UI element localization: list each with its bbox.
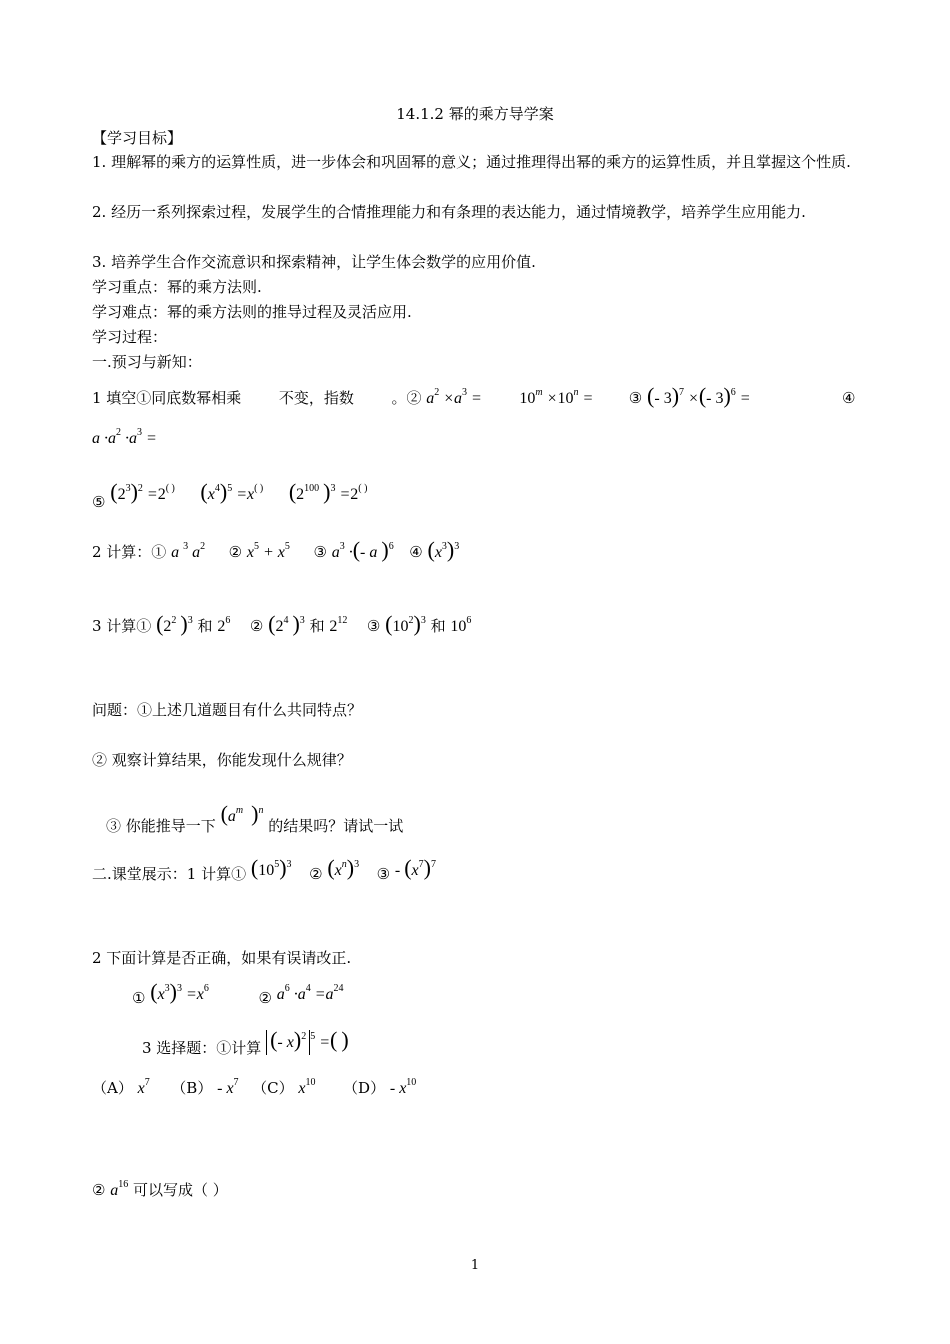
difficulty: 学习难点：幂的乘方法则的推导过程及灵活应用. (92, 303, 412, 321)
question-3-suffix: 的结果吗？请试一试 (268, 817, 404, 835)
formula-a6-a4-eq-a24: $a^6 \cdot a^4 =a^{24}$ (276, 983, 344, 1003)
formula-2-2-cubed: ($2^2$ )$^3$ (156, 611, 193, 636)
formula-2-3-squared: $(2^3)^2 =2^{( )}$ (110, 479, 175, 504)
option-a-value: $x^7$ (137, 1077, 150, 1097)
judge-heading: 2 下面计算是否正确，如果有误请改正. (92, 949, 352, 967)
question-1-powers-row (92, 479, 368, 511)
circle-3: ③ (628, 389, 643, 407)
section-2-prefix: 二.课堂展示：1 计算① (92, 865, 247, 883)
process-label: 学习过程： (92, 328, 168, 346)
formula-neg3-powers: (- 3)$^7$ ×(- 3)$^6$ = (647, 383, 751, 408)
question-common-feature: 问题：①上述几道题目有什么共同特点？ (92, 701, 363, 719)
question-2 (92, 537, 460, 565)
formula-am-n: ($a^m$ )$^n$ (220, 801, 264, 826)
circle-5: ⑤ (92, 493, 106, 511)
and-2: 和 (309, 617, 325, 635)
goal-2: 2. 经历一系列探索过程，发展学生的合情推理能力和有条理的表达能力，通过情境教学，培养学生应用能力. (92, 203, 806, 221)
circle-2e: ② (258, 989, 272, 1007)
question-3 (92, 611, 472, 639)
and-3: 和 (430, 617, 446, 635)
page-number: 1 (470, 1258, 480, 1273)
formula-10m-times-10n: $10^m \times 10^n$ = (519, 387, 594, 407)
q3-prefix: 3 计算① (92, 617, 152, 635)
key-point: 学习重点：幂的乘方法则. (92, 278, 262, 296)
formula-neg-x7-7: - $(x^7)^7$ (394, 855, 436, 880)
question-observe-rule: ② 观察计算结果，你能发现什么规律？ (92, 751, 352, 769)
formula-xn-cubed: $(x^n)^3$ (327, 855, 360, 880)
question-1-fill (92, 383, 751, 411)
formula-2-6: $2^6$ (217, 615, 231, 635)
section-1-heading: 一.预习与新知： (92, 353, 202, 371)
formula-x4-fifth: $(x^4)^5 =x^{( )}$ (200, 479, 264, 504)
option-b-label: （B） (171, 1079, 213, 1097)
circle-3d: ③ (376, 865, 391, 883)
section-2-line (92, 855, 436, 887)
option-d-value: - $x^{10}$ (389, 1077, 417, 1097)
circle-3b: ③ (313, 543, 327, 561)
choice-options (92, 1078, 416, 1101)
circle-1: ① (132, 989, 146, 1007)
option-c-label: （C） (252, 1079, 294, 1097)
goal-1: 1. 理解幂的乘方的运算性质，进一步体会和巩固幂的意义；通过推理得出幂的乘方的运算性质，并且掌握这个性质. (92, 153, 851, 171)
circle-2d: ② (309, 865, 323, 883)
q1-mid: 不变，指数 (278, 389, 354, 407)
circle-2c: ② (249, 617, 264, 635)
formula-a2-times-a3: $a^2 \times a^3$ = (426, 387, 482, 407)
circle-4: ④ (842, 389, 856, 407)
goals-header: 【学习目标】 (92, 129, 183, 147)
circle-2: ② (228, 543, 243, 561)
goal-3: 3. 培养学生合作交流意识和探索精神，让学生体会数学的应用价值. (92, 253, 536, 271)
formula-2-4-cubed: ($2^4$ )$^3$ (268, 611, 305, 636)
formula-10-5-cubed: $(10^5)^3$ (250, 855, 292, 880)
formula-x3-cubed: $(x^3)^3$ (427, 537, 460, 562)
q2-prefix: 2 计算：① (92, 543, 167, 561)
formula-2-100-cubed: ($2^{100}$ )$^3$ =2( ) (288, 479, 368, 504)
and-1: 和 (197, 617, 213, 635)
q1-tail: 。② (391, 389, 422, 407)
circle-2f: ② (92, 1181, 106, 1199)
formula-10-2-cubed: $(10^2)^3$ (385, 611, 426, 636)
choice-prefix: 3 选择题：①计算 (142, 1039, 262, 1057)
option-b-value: - $x^7$ (217, 1077, 239, 1097)
choice-question (142, 1027, 349, 1061)
circle-4b: ④ (409, 543, 423, 561)
formula-neg-x2-5: (- x)$^2$ $^5$ =( ) (266, 1034, 349, 1051)
formula-2-12: $2^{12}$ (329, 615, 348, 635)
formula-10-6: $10^6$ (450, 615, 472, 635)
q1-prefix: 1 填空①同底数幂相乘 (92, 389, 242, 407)
last-suffix: 可以写成（ ） (133, 1181, 228, 1199)
option-a-label: （A） (92, 1079, 133, 1097)
formula-a-a2-a3: $a \cdot a^2 \cdot a^3$ = (92, 427, 157, 447)
judge-items (132, 979, 344, 1011)
option-c-value: $x^{10}$ (298, 1077, 316, 1097)
formula-x3-cubed-eq-x6: $(x^3)^3 =x^6$ (150, 979, 209, 1004)
circle-3c: ③ (366, 617, 381, 635)
last-question (92, 1180, 228, 1203)
formula-a16: $a^{16}$ (110, 1179, 129, 1199)
formula-a3-a2: a $^3$ $a^2$ (171, 541, 206, 561)
question-3-prefix: ③ 你能推导一下 (106, 817, 216, 835)
question-derive (106, 801, 404, 839)
formula-a3-neg-a-6: $a^3$ ·(- a )$^6$ (331, 537, 394, 562)
formula-x5-plus-x5: $x^5 + x^5$ (246, 541, 290, 561)
page-title: 14.1.2 幂的乘方导学案 (396, 105, 554, 123)
option-d-label: （D） (343, 1079, 386, 1097)
